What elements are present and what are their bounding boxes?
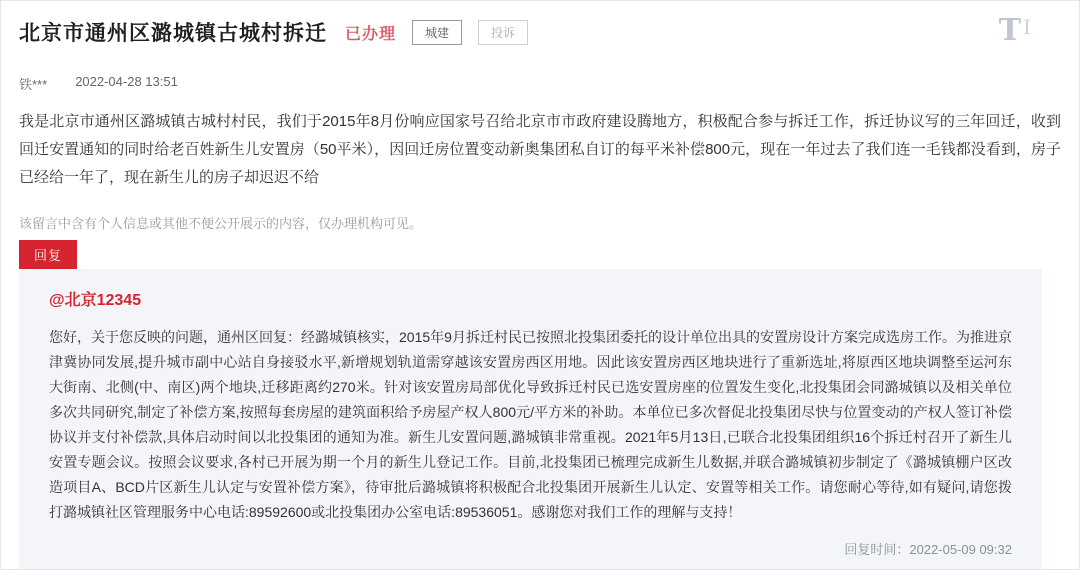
status-badge: 已办理 — [345, 25, 397, 43]
category-tag[interactable]: 城建 — [412, 20, 462, 45]
page-title: 北京市通州区潞城镇古城村拆迁 — [19, 22, 327, 45]
post-content: 我是北京市通州区潞城镇古城村村民，我们于2015年8月份响应国家号召给北京市市政府建设腾地方，积极配合参与拆迁工作，拆迁协议写的三年回迁，收到回迁安置通知的同时给老百姓新生儿安置房（50平米），因回迁房位置变动新奥集团私自订的每平米补偿800元，现在一年过去了我们连一毛钱都没看到，房子已经给一年了，现在新生儿的房子却迟迟不给 — [19, 113, 1061, 186]
ibeam-cursor-icon: I — [1023, 15, 1031, 39]
watermark-letter: T — [998, 13, 1022, 48]
reply-author: @北京12345 — [49, 292, 142, 309]
text-cursor-watermark — [999, 13, 1031, 48]
reply-button[interactable]: 回复 — [19, 240, 77, 269]
post-timestamp: 2022-04-28 13:51 — [75, 74, 178, 89]
official-reply-block — [19, 269, 1042, 570]
post-meta — [19, 74, 1061, 93]
reply-time-value: 2022-05-09 09:32 — [909, 542, 1012, 557]
author-name: 铁*** — [19, 77, 48, 92]
type-tag[interactable]: 投诉 — [478, 20, 528, 45]
post-header — [19, 17, 1061, 47]
reply-content: 您好，关于您反映的问题，通州区回复：经潞城镇核实，2015年9月拆迁村民已按照北投集团委托的设计单位出具的安置房设计方案完成选房工作。为推进京津冀协同发展,提升城市副中心站自身接驳水平,新增规划轨道需穿越该安置房西区用地。因此该安置房西区地块进行了重新选址,将原西区地块调整至运河东大街南、北侧(中、南区)两个地块,迁移距离约270米。针对该安置房局部优化导致拆迁村民已选安置房座的位置发生变化,北投集团会同潞城镇以及相关单位多次共同研究,制定了补偿方案,按照每套房屋的建筑面积给予房屋产权人800元/平方米的补助。本单位已多次督促北投集团尽快与位置变动的产权人签订补偿协议并支付补偿款,具体启动时间以北投集团的通知为准。新生儿安置问题,潞城镇非常重视。2021年5月13日,已联合北投集团组织16个拆迁村召开了新生儿安置专题会议。按照会议要求,各村已开展为期一个月的新生儿登记工作。目前,北投集团已梳理完成新生儿数据,并联合潞城镇初步制定了《潞城镇棚户区改造项目A、BCD片区新生儿认定与安置补偿方案》，待审批后潞城镇将积极配合北投集团开展新生儿认定、安置等相关工作。请您耐心等待,如有疑问,请您拨打潞城镇社区管理服务中心电话:89592600或北投集团办公室电话:89536051。感谢您对我们工作的理解与支持！ — [49, 329, 1012, 520]
reply-time-label: 回复时间： — [844, 542, 910, 557]
reply-time-row — [49, 539, 1012, 558]
privacy-note: 该留言中含有个人信息或其他不便公开展示的内容，仅办理机构可见。 — [19, 216, 423, 231]
